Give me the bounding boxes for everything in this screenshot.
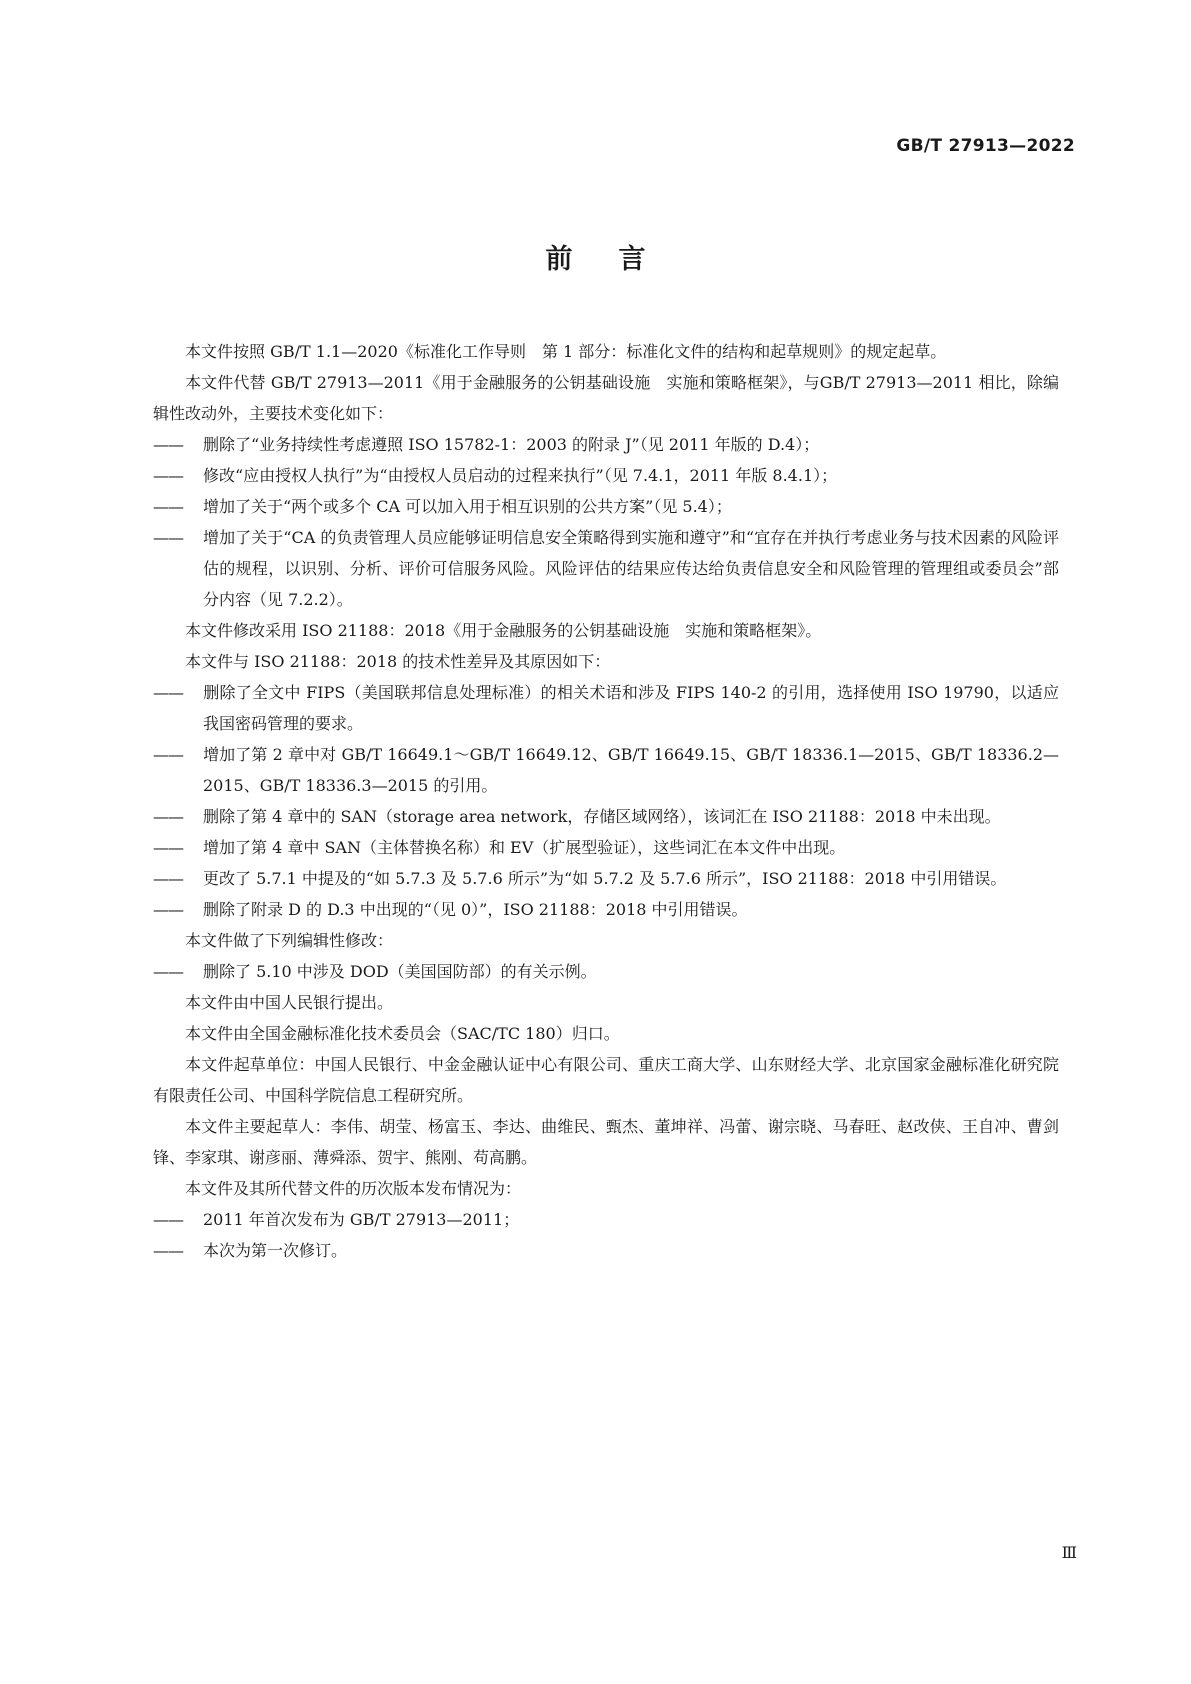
list-item-change [153, 460, 1059, 491]
paragraph-adoption: 本文件修改采用 ISO 21188：2018《用于金融服务的公钥基础设施 实施和策略框架》。 [185, 621, 822, 640]
paragraph-drafters: 本文件主要起草人：李伟、胡莹、杨富玉、李达、曲维民、甄杰、董坤祥、冯蕾、谢宗晓、马春旺、赵改侠、王自冲、曹剑锋、李家琪、谢彦丽、薄舜添、贺宇、熊刚、苟高鹏。 [153, 1117, 1059, 1167]
list-item-text: 删除了 5.10 中涉及 DOD（美国国防部）的有关示例。 [203, 962, 597, 981]
list-item-text: 删除了第 4 章中的 SAN（storage area network，存储区域网络），该词汇在 ISO 21188：2018 中未出现。 [203, 807, 1001, 826]
dash-marker: —— [153, 683, 183, 702]
paragraph-replaces: 本文件代替 GB/T 27913—2011《用于金融服务的公钥基础设施 实施和策略框架》，与GB/T 27913—2011 相比，除编辑性改动外，主要技术变化如下： [153, 373, 1059, 423]
list-item-editorial [153, 956, 1059, 987]
dash-marker: —— [153, 1241, 183, 1260]
list-item-text: 删除了“业务持续性考虑遵照 ISO 15782-1：2003 的附录 J”（见 2011 年版的 D.4）； [203, 435, 820, 454]
list-item-text: 删除了附录 D 的 D.3 中出现的“（见 0）”，ISO 21188：2018 中引用错误。 [203, 900, 748, 919]
paragraph-committee: 本文件由全国金融标准化技术委员会（SAC/TC 180）归口。 [185, 1024, 620, 1043]
dash-marker: —— [153, 869, 183, 888]
paragraph-proposer: 本文件由中国人民银行提出。 [185, 993, 394, 1012]
paragraph-editorial: 本文件做了下列编辑性修改： [185, 931, 394, 950]
list-item-text: 增加了关于“CA 的负责管理人员应能够证明信息安全策略得到实施和遵守”和“宜存在并执行考虑业务与技术因素的风险评估的规程，以识别、分析、评价可信服务风险。风险评估的结果应传达给负责信息安全和风险管理的管理组或委员会”部分内容（见 7.2.2）。 [203, 528, 1059, 609]
dash-marker: —— [153, 745, 183, 764]
paragraph-drafting-units: 本文件起草单位：中国人民银行、中金金融认证中心有限公司、重庆工商大学、山东财经大学、北京国家金融标准化研究院有限责任公司、中国科学院信息工程研究所。 [153, 1055, 1059, 1105]
page-title: 前言 [545, 244, 692, 275]
dash-marker: —— [153, 838, 183, 857]
paragraph-differences: 本文件与 ISO 21188：2018 的技术性差异及其原因如下： [185, 652, 611, 671]
dash-marker: —— [153, 466, 183, 485]
dash-marker: —— [153, 1210, 183, 1229]
list-item-difference [153, 832, 1059, 863]
list-item-text: 增加了第 2 章中对 GB/T 16649.1～GB/T 16649.12、GB/T 16649.15、GB/T 18336.1—2015、GB/T 18336.2—2015、GB/T 18336.3—2015 的引用。 [203, 745, 1059, 795]
document-body [153, 336, 1059, 1266]
list-item-text: 删除了全文中 FIPS（美国联邦信息处理标准）的相关术语和涉及 FIPS 140-2 的引用，选择使用 ISO 19790，以适应我国密码管理的要求。 [203, 683, 1059, 733]
list-item-change [153, 522, 1059, 615]
list-item-difference [153, 863, 1059, 894]
list-item-difference [153, 894, 1059, 925]
list-item-text: 更改了 5.7.1 中提及的“如 5.7.3 及 5.7.6 所示”为“如 5.7.2 及 5.7.6 所示”，ISO 21188：2018 中引用错误。 [203, 869, 1007, 888]
list-item-change [153, 491, 1059, 522]
standard-number: GB/T 27913—2022 [896, 136, 1075, 156]
list-item-difference [153, 739, 1059, 801]
dash-marker: —— [153, 807, 183, 826]
list-item-text: 本次为第一次修订。 [203, 1241, 348, 1260]
list-item-history [153, 1204, 1059, 1235]
list-item-text: 2011 年首次发布为 GB/T 27913—2011； [203, 1210, 520, 1229]
paragraph-history: 本文件及其所代替文件的历次版本发布情况为： [185, 1179, 522, 1198]
list-item-history [153, 1235, 1059, 1266]
list-item-change [153, 429, 1059, 460]
list-item-difference [153, 677, 1059, 739]
list-item-difference [153, 801, 1059, 832]
dash-marker: —— [153, 962, 183, 981]
dash-marker: —— [153, 900, 183, 919]
list-item-text: 修改“应由授权人执行”为“由授权人员启动的过程来执行”（见 7.4.1，2011 年版 8.4.1）； [203, 466, 838, 485]
dash-marker: —— [153, 435, 183, 454]
dash-marker: —— [153, 528, 183, 547]
dash-marker: —— [153, 497, 183, 516]
page-number: Ⅲ [1061, 1543, 1077, 1562]
paragraph-drafting-rules: 本文件按照 GB/T 1.1—2020《标准化工作导则 第 1 部分：标准化文件的结构和起草规则》的规定起草。 [185, 342, 947, 361]
list-item-text: 增加了第 4 章中 SAN（主体替换名称）和 EV（扩展型验证），这些词汇在本文件中出现。 [203, 838, 846, 857]
list-item-text: 增加了关于“两个或多个 CA 可以加入用于相互识别的公共方案”（见 5.4）； [203, 497, 732, 516]
